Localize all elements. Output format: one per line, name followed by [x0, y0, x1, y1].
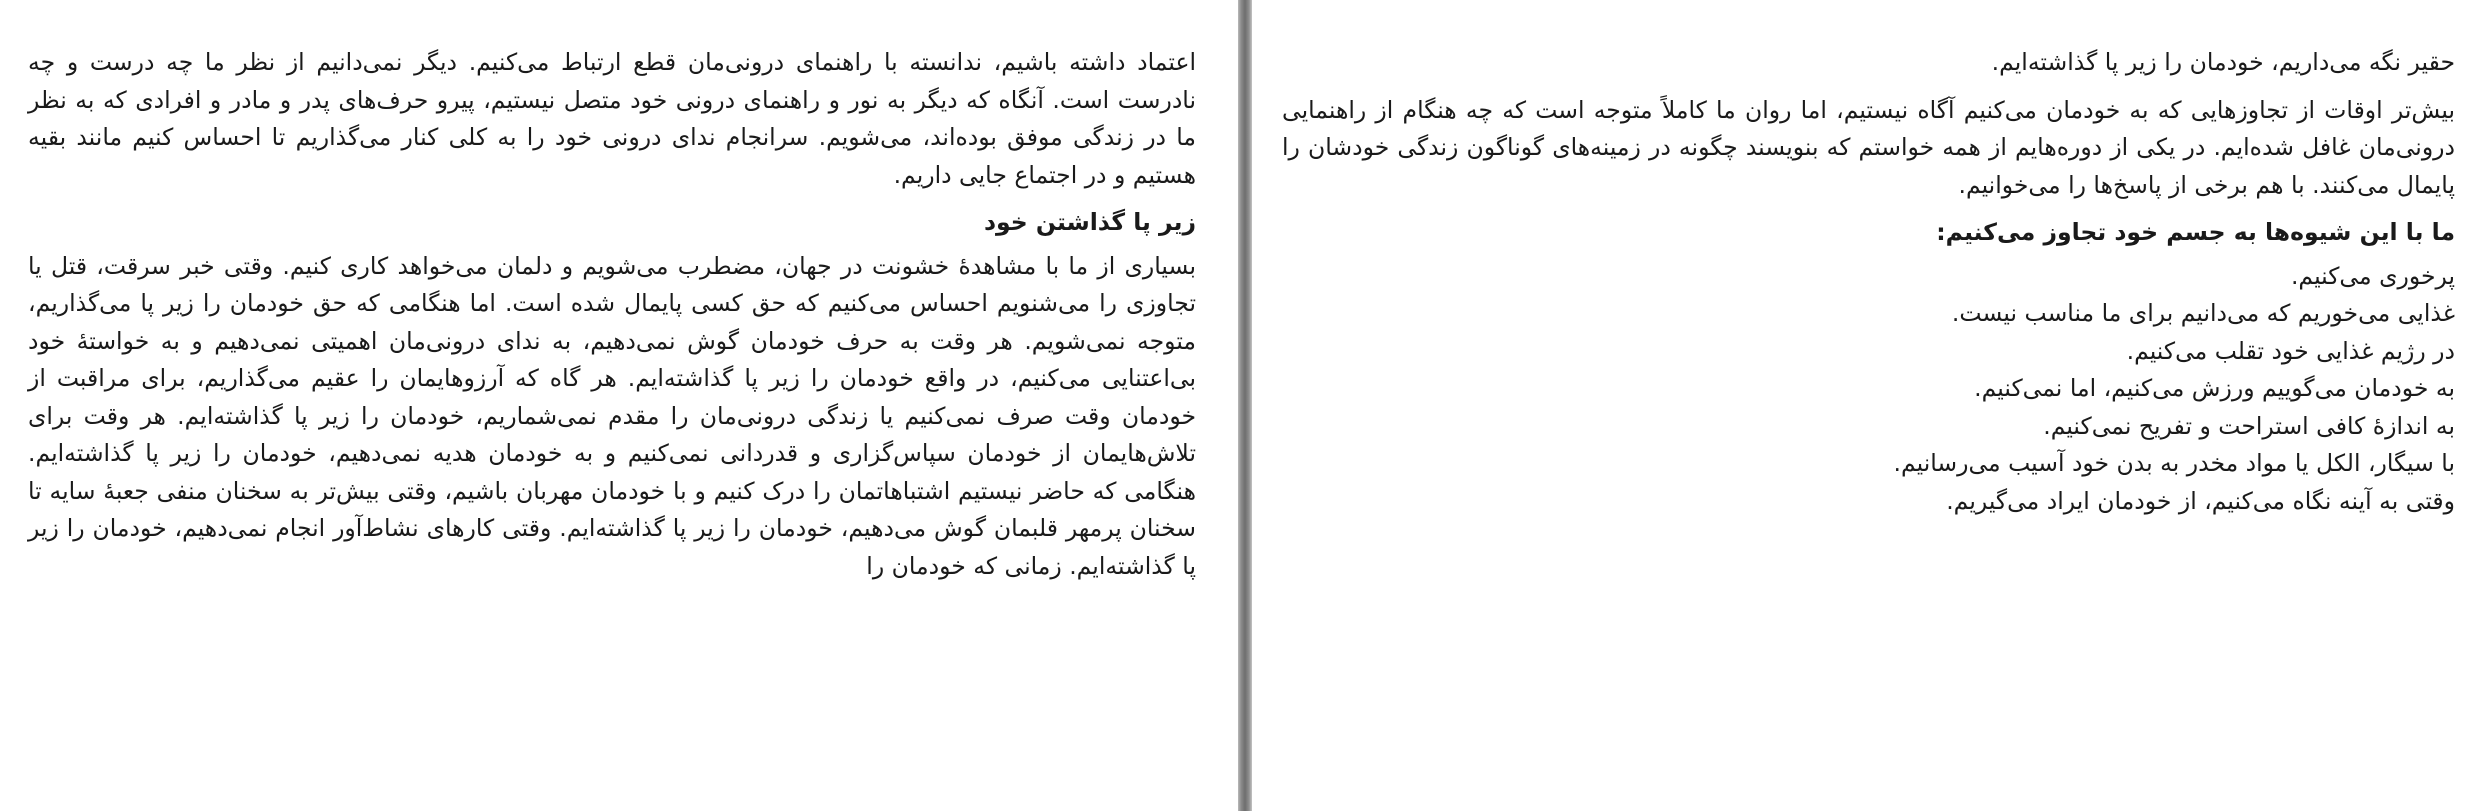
book-spine-divider [1238, 0, 1252, 811]
list-item: غذایی می‌خوریم که می‌دانیم برای ما مناسب نیست. [1951, 299, 2455, 327]
list-item: به اندازهٔ کافی استراحت و تفریح نمی‌کنیم. [2043, 411, 2455, 440]
right-intro-line: حقیر نگه می‌داریم، خودمان را زیر پا گذاشته‌ایم. [1991, 48, 2455, 76]
list-item: پرخوری می‌کنیم. [2290, 261, 2455, 290]
list-item: در رژیم غذایی خود تقلب می‌کنیم. [2126, 336, 2455, 365]
list-item: وقتی به آینه نگاه می‌کنیم، از خودمان ایراد می‌گیریم. [1946, 486, 2455, 515]
list-item: به خودمان می‌گوییم ورزش می‌کنیم، اما نمی‌کنیم. [1974, 374, 2455, 402]
right-section-heading: ما با این شیوه‌ها به جسم خود تجاوز می‌کنیم: [1936, 218, 2455, 246]
right-paragraph: بیش‌تر اوقات از تجاوزهایی که به خودمان می‌کنیم آگاه نیستیم، اما روان ما کاملاً متوجه است که چه هنگام از راهنمایی درونی‌مان غافل شده‌ایم. در یکی از دوره‌هایم از همه خواستم که بنویسند چگونه در زمینه‌های گوناگون زندگی خودشان را پایمال می‌کنند. با هم برخی از پاسخ‌ها را می‌خوانیم. [1282, 95, 2455, 199]
left-section-heading: زیر پا گذاشتن خود [983, 208, 1196, 236]
left-intro-paragraph: اعتماد داشته باشیم، ندانسته با راهنمای درونی‌مان قطع ارتباط می‌کنیم. دیگر نمی‌دانیم از نظر ما چه درست و چه نادرست است. آنگاه که دیگر به نور و راهنمای درونی خود متصل نیستیم، پیرو حرف‌های پدر و مادر و افرادی که به نظر ما در زندگی موفق بوده‌اند، می‌شویم. سرانجام ندای درونی خود را به کلی کنار می‌گذاریم تا احساس کنیم مانند بقیه هستیم و در اجتماع جایی داریم. [28, 48, 1196, 189]
left-page [0, 0, 1238, 811]
list-item: با سیگار، الکل یا مواد مخدر به بدن خود آسیب می‌رسانیم. [1893, 449, 2455, 477]
right-page [1252, 0, 2485, 811]
body-violations-list [1282, 258, 2455, 521]
left-body-paragraph: بسیاری از ما با مشاهدهٔ خشونت در جهان، مضطرب می‌شویم و دلمان می‌خواهد کاری کنیم. وقتی خبر سرقت، قتل یا تجاوزی را می‌شنویم احساس می‌کنیم که حق کسی پایمال شده است. اما هنگامی که حق خودمان را زیر پا می‌گذاریم، متوجه نمی‌شویم. هر وقت به حرف خودمان گوش نمی‌دهیم، به ندای درونی‌مان اهمیتی نمی‌دهیم و به خواستهٔ خود بی‌اعتنایی می‌کنیم، در واقع خودمان را زیر پا گذاشته‌ایم. هر گاه که آرزوهایمان را عقیم می‌گذاریم، برای مراقبت از خودمان وقت صرف نمی‌کنیم یا زندگی درونی‌مان را مقدم نمی‌شماریم، خودمان را زیر پا گذاشته‌ایم. هر وقت برای تلاش‌هایمان از خودمان سپاس‌گزاری و قدردانی نمی‌کنیم و به خودمان هدیه نمی‌دهیم، خودمان را زیر پا گذاشته‌ایم. هنگامی که حاضر نیستیم اشتباهاتمان را درک کنیم و با خودمان مهربان باشیم، وقتی بیش‌تر به سخنان منفی جعبهٔ سایه تا سخنان پرمهر قلبمان گوش می‌دهیم، خودمان را زیر پا گذاشته‌ایم. وقتی کارهای نشاط‌آور انجام نمی‌دهیم، خودمان را زیر پا گذاشته‌ایم. زمانی که خودمان را [28, 251, 1196, 580]
